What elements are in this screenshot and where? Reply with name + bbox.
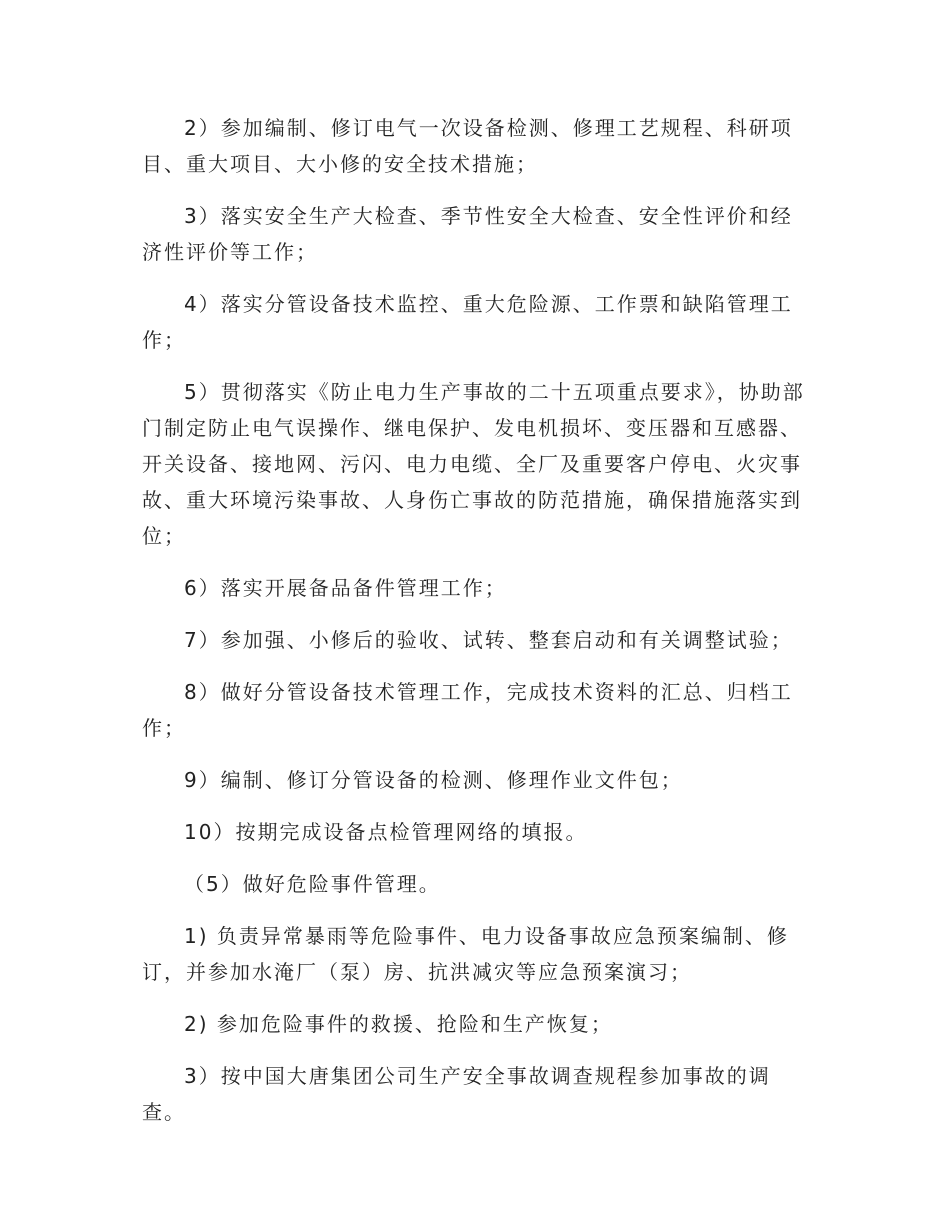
paragraph-item-4: 4）落实分管设备技术监控、重大危险源、工作票和缺陷管理工作； (142, 292, 793, 352)
document-body (142, 110, 808, 1146)
paragraph-item-9: 9）编制、修订分管设备的检测、修理作业文件包； (184, 768, 683, 792)
section-heading-5: （5）做好危险事件管理。 (184, 872, 441, 896)
paragraph-item-6: 6）落实开展备品备件管理工作； (184, 576, 507, 600)
paragraph-item-7: 7）参加强、小修后的验收、试转、整套启动和有关调整试验； (184, 628, 793, 652)
paragraph-item-3: 3）落实安全生产大检查、季节性安全大检查、安全性评价和经济性评价等工作； (142, 204, 793, 264)
paragraph-subitem-3: 3）按中国大唐集团公司生产安全事故调查规程参加事故的调查。 (142, 1064, 771, 1124)
paragraph-item-8: 8）做好分管设备技术管理工作，完成技术资料的汇总、归档工作； (142, 680, 793, 740)
paragraph-subitem-2: 2) 参加危险事件的救援、抢险和生产恢复； (184, 1012, 613, 1036)
paragraph-item-10: 10）按期完成设备点检管理网络的填报。 (184, 820, 588, 844)
paragraph-item-2: 2）参加编制、修订电气一次设备检测、修理工艺规程、科研项目、重大项目、大小修的安全技术措施； (142, 116, 793, 176)
paragraph-subitem-1: 1) 负责异常暴雨等危险事件、电力设备事故应急预案编制、修订，并参加水淹厂（泵）房、抗洪减灾等应急预案演习； (142, 924, 789, 984)
paragraph-item-5: 5）贯彻落实《防止电力生产事故的二十五项重点要求》，协助部门制定防止电气误操作、继电保护、发电机损坏、变压器和互感器、开关设备、接地网、污闪、电力电缆、全厂及重要客户停电、火灾事故、重大环境污染事故、人身伤亡事故的防范措施，确保措施落实到位； (142, 380, 805, 548)
